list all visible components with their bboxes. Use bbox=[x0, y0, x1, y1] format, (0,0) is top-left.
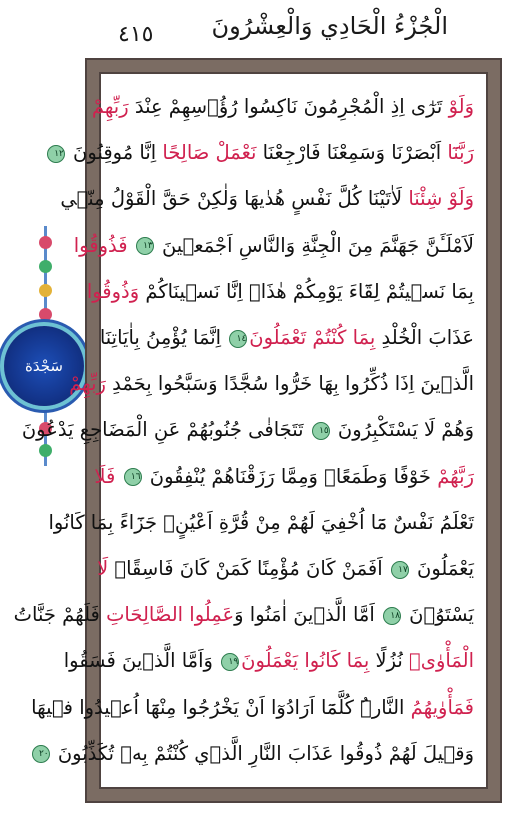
verse-text: وَاَمَّا الَّذ۪ينَ فَسَقُوا bbox=[63, 649, 220, 673]
ornament-bead bbox=[39, 236, 52, 249]
ayah-number-marker: ١٩ bbox=[221, 653, 239, 671]
highlighted-word: رَبَّهُمْ bbox=[437, 464, 474, 488]
ornament-bead bbox=[39, 308, 52, 321]
verse-text: بِمَا نَس۪يتُمْ لِقَٓاءَ يَوْمِكُمْ هٰذَاۚ اِنَّا نَس۪ينَاكُمْ bbox=[139, 279, 474, 303]
text-line bbox=[94, 458, 474, 496]
text-line bbox=[21, 411, 474, 449]
verse-text: تَرٰٓى اِذِ الْمُجْرِمُونَ نَاكِسُوا رُؤُ۫سِهِمْ عِنْدَ bbox=[128, 95, 449, 118]
ayah-number-marker: ١٧ bbox=[391, 561, 409, 579]
verse-text: وَهُمْ لَا يَسْتَكْبِرُونَ bbox=[331, 418, 474, 442]
verse-text: تَتَجَافٰى جُنُوبُهُمْ عَنِ الْمَضَاجِعِ يَدْعُونَ bbox=[21, 418, 310, 442]
highlighted-word: وَذُوقُوا bbox=[86, 279, 140, 303]
verse-text: تَعْلَمُ نَفْسٌ مَٓا اُخْفِيَ لَهُمْ مِنْ قُرَّةِ اَعْيُنٍۚ جَزَٓاءً بِمَا كَانُوا bbox=[48, 510, 474, 534]
verse-text: اَمَّا الَّذ۪ينَ اٰمَنُوا وَ bbox=[234, 603, 381, 627]
text-line bbox=[38, 735, 474, 773]
highlighted-word: وَلَوْ bbox=[448, 95, 474, 118]
ornament-bead bbox=[39, 284, 52, 297]
verse-text: اَفَمَنْ كَانَ مُؤْمِنًا كَمَنْ كَانَ فَاسِقًاۜ bbox=[108, 557, 389, 581]
verse-text: خَوْفًا وَطَمَعًاۘ وَمِمَّا رَزَقْنَاهُمْ يُنْفِقُونَ bbox=[143, 464, 438, 488]
verse-text: اَبْصَرْنَا وَسَمِعْنَا فَارْجِعْنَا bbox=[256, 141, 448, 165]
sajdah-label: سَجْدَة bbox=[25, 357, 63, 375]
ayah-number-marker: ١٥ bbox=[312, 422, 330, 440]
highlighted-word: فَلَا bbox=[94, 464, 122, 488]
text-line bbox=[31, 689, 474, 727]
page-header bbox=[0, 0, 518, 58]
text-line bbox=[91, 88, 474, 126]
text-line bbox=[99, 319, 474, 357]
verse-text: الَّذ۪ينَ اِذَا ذُكِّرُوا بِهَا خَرُّوا سُجَّدًا وَسَبَّحُوا بِحَمْدِ bbox=[105, 372, 474, 396]
text-line bbox=[69, 365, 474, 403]
highlighted-word: الْمَأْوٰىۘ bbox=[409, 649, 474, 673]
ayah-number-marker: ١٣ bbox=[136, 237, 154, 255]
highlighted-word: بِمَا كُنْتُمْ تَعْمَلُونَ bbox=[249, 326, 376, 350]
verse-text: اِنَّا مُوقِنُونَ bbox=[66, 141, 163, 165]
text-line bbox=[73, 227, 474, 265]
text-line bbox=[13, 596, 474, 634]
highlighted-word: فَذُوقُوا bbox=[73, 233, 134, 257]
verse-text: لَاٰتَيْنَا كُلَّ نَفْسٍ هُدٰيهَا وَلٰكِنْ حَقَّ الْقَوْلُ مِنّ۪ي bbox=[60, 187, 409, 211]
verse-text: يَسْتَوُ۫نَ bbox=[402, 603, 474, 627]
highlighted-word: لَا bbox=[97, 557, 109, 581]
juz-title: الْجُزْءُ الْحَادِي وَالْعِشْرُونَ bbox=[211, 12, 448, 40]
verse-text: اِنَّمَا يُؤْمِنُ بِاٰيَاتِنَا bbox=[99, 326, 228, 350]
ayah-number-marker: ١٦ bbox=[124, 468, 142, 486]
verse-text: وَق۪يلَ لَهُمْ ذُوقُوا عَذَابَ النَّارِ الَّذ۪ي كُنْتُمْ بِه۪ تُكَذِّبُونَ bbox=[51, 741, 474, 765]
ornament-bead bbox=[39, 260, 52, 273]
text-line bbox=[63, 642, 474, 680]
verse-text: يَعْمَلُونَ bbox=[410, 557, 474, 581]
highlighted-word: رَبِّهِمْ bbox=[69, 372, 106, 396]
highlighted-word: فَمَأْوٰيهُمُ bbox=[410, 695, 474, 719]
verse-text: عَذَابَ الْخُلْدِ bbox=[375, 326, 474, 350]
highlighted-word: عَمِلُوا الصَّالِحَاتِ bbox=[106, 603, 235, 627]
verse-text: النَّارُۜ كُلَّمَٓا اَرَادُوٓا اَنْ يَخْرُجُوا مِنْهَٓا اُع۪يدُوا ف۪يهَا bbox=[31, 695, 411, 719]
ayah-number-marker: ١٨ bbox=[383, 607, 401, 625]
verse-text: نُزُلًا bbox=[369, 649, 410, 673]
verse-text: لَاَمْلَـَٔنَّ جَهَنَّمَ مِنَ الْجِنَّةِ وَالنَّاسِ اَجْمَع۪ينَ bbox=[155, 233, 474, 257]
highlighted-word: رَبِّهِمْ bbox=[91, 95, 129, 118]
text-line bbox=[54, 134, 474, 172]
highlighted-word: بِمَا كَانُوا يَعْمَلُونَ bbox=[241, 649, 370, 673]
text-line bbox=[86, 273, 474, 311]
page-number: ٤١٥ bbox=[118, 22, 154, 47]
highlighted-word: وَلَوْ شِئْنَا bbox=[408, 187, 474, 211]
text-line bbox=[97, 550, 474, 588]
highlighted-word: نَعْمَلْ صَالِحًا bbox=[162, 141, 257, 165]
verse-text: فَلَهُمْ جَنَّاتُ bbox=[13, 603, 107, 627]
ayah-number-marker: ٢٠ bbox=[32, 745, 50, 763]
text-line bbox=[48, 504, 474, 542]
text-line bbox=[60, 180, 474, 218]
highlighted-word: رَبَّنَٓا bbox=[447, 141, 474, 165]
ayah-number-marker: ١٤ bbox=[229, 330, 247, 348]
ayah-number-marker: ١٢ bbox=[47, 145, 65, 163]
